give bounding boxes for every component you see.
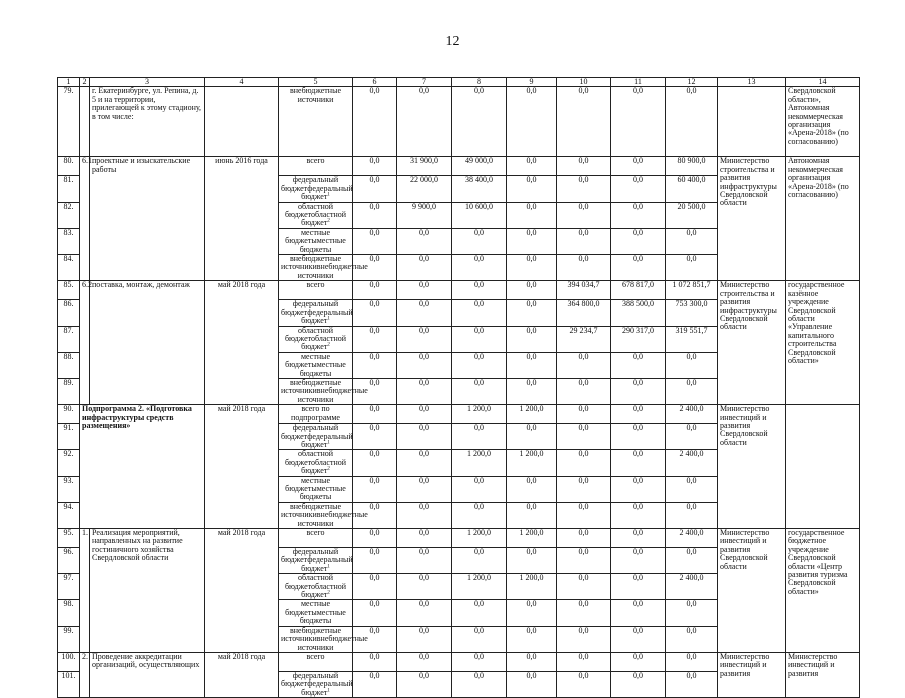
responsible-body: Министерство строительства и развития инфраструктуры Свердловской области bbox=[718, 281, 786, 405]
footnote-marker: 1 bbox=[327, 688, 330, 694]
amount-cell: 0,0 bbox=[666, 352, 718, 378]
amount-cell: 1 200,0 bbox=[452, 529, 507, 548]
funding-source: внебюджетные источникивнебюджетные источники bbox=[279, 502, 353, 528]
funding-source: областной бюджетобластной бюджет$^2$ bbox=[279, 202, 353, 228]
deadline: май 2018 года bbox=[205, 529, 279, 653]
item-name: поставка, монтаж, демонтаж bbox=[90, 281, 205, 405]
amount-cell: 9 900,0 bbox=[397, 202, 452, 228]
amount-cell: 678 817,0 bbox=[611, 281, 666, 300]
header-cell: 12 bbox=[666, 78, 718, 87]
item-name: Реализация мероприятий, направленных на развитие гостиничного хозяйства Свердловской области bbox=[90, 529, 205, 653]
header-cell: 9 bbox=[507, 78, 557, 87]
footnote-marker: 2 bbox=[327, 466, 330, 472]
amount-cell: 0,0 bbox=[353, 652, 397, 671]
amount-cell: 0,0 bbox=[557, 378, 611, 404]
funding-source-label: внебюджетные источники bbox=[297, 262, 368, 280]
amount-cell: 49 000,0 bbox=[452, 157, 507, 176]
responsible-body: Министерство инвестиций и развития Свердловской области bbox=[718, 405, 786, 529]
amount-cell: 0,0 bbox=[397, 476, 452, 502]
funding-source: федеральный бюджетфедеральный бюджет$^1$ bbox=[279, 671, 353, 697]
amount-cell: 0,0 bbox=[452, 326, 507, 352]
amount-cell: 0,0 bbox=[557, 476, 611, 502]
amount-cell: 0,0 bbox=[353, 476, 397, 502]
amount-cell: 0,0 bbox=[397, 574, 452, 600]
table-row bbox=[58, 405, 860, 424]
amount-cell: 0,0 bbox=[666, 548, 718, 574]
amount-cell: 0,0 bbox=[666, 652, 718, 671]
amount-cell: 10 600,0 bbox=[452, 202, 507, 228]
amount-cell: 0,0 bbox=[452, 626, 507, 652]
amount-cell: 0,0 bbox=[397, 352, 452, 378]
amount-cell: 0,0 bbox=[611, 87, 666, 157]
header-cell: 6 bbox=[353, 78, 397, 87]
amount-cell: 0,0 bbox=[353, 502, 397, 528]
amount-cell: 0,0 bbox=[353, 424, 397, 450]
amount-cell: 0,0 bbox=[452, 548, 507, 574]
funding-source: всего bbox=[279, 157, 353, 176]
amount-cell: 0,0 bbox=[397, 228, 452, 254]
amount-cell: 0,0 bbox=[507, 502, 557, 528]
amount-cell: 1 200,0 bbox=[507, 529, 557, 548]
header-cell: 5 bbox=[279, 78, 353, 87]
executor: государственное бюджетное учреждение Свердловской области «Центр развития туризма Свердловской области» bbox=[786, 529, 860, 653]
deadline: май 2018 года bbox=[205, 281, 279, 405]
table-row bbox=[58, 157, 860, 176]
amount-cell: 0,0 bbox=[507, 157, 557, 176]
deadline: июнь 2016 года bbox=[205, 157, 279, 281]
funding-source: всего bbox=[279, 529, 353, 548]
amount-cell: 60 400,0 bbox=[666, 176, 718, 202]
funding-source: федеральный бюджетфедеральный бюджет$^1$ bbox=[279, 176, 353, 202]
amount-cell: 31 900,0 bbox=[397, 157, 452, 176]
funding-source: местные бюджетыместные бюджеты bbox=[279, 600, 353, 626]
amount-cell: 0,0 bbox=[397, 255, 452, 281]
footnote-marker: 1 bbox=[327, 192, 330, 198]
item-subnumber: 6.1. bbox=[80, 157, 90, 281]
amount-cell: 0,0 bbox=[611, 600, 666, 626]
amount-cell: 1 200,0 bbox=[507, 450, 557, 476]
footnote-marker: 2 bbox=[327, 218, 330, 224]
footnote-marker: 2 bbox=[327, 590, 330, 596]
amount-cell: 0,0 bbox=[397, 281, 452, 300]
item-subnumber: 6.2. bbox=[80, 281, 90, 405]
amount-cell: 0,0 bbox=[353, 405, 397, 424]
amount-cell: 0,0 bbox=[557, 652, 611, 671]
responsible-body bbox=[718, 87, 786, 157]
amount-cell: 0,0 bbox=[507, 600, 557, 626]
responsible-body: Министерство строительства и развития инфраструктуры Свердловской области bbox=[718, 157, 786, 281]
amount-cell: 0,0 bbox=[507, 476, 557, 502]
row-number: 79. bbox=[58, 87, 80, 157]
funding-source: областной бюджетобластной бюджет$^2$ bbox=[279, 450, 353, 476]
amount-cell: 0,0 bbox=[666, 600, 718, 626]
header-cell: 10 bbox=[557, 78, 611, 87]
amount-cell: 0,0 bbox=[557, 626, 611, 652]
amount-cell: 0,0 bbox=[452, 424, 507, 450]
amount-cell: 0,0 bbox=[507, 255, 557, 281]
funding-source: внебюджетные источникивнебюджетные источники bbox=[279, 378, 353, 404]
funding-source-label: местные бюджеты bbox=[299, 607, 346, 626]
amount-cell: 1 200,0 bbox=[507, 405, 557, 424]
amount-cell: 0,0 bbox=[611, 626, 666, 652]
amount-cell: 0,0 bbox=[353, 450, 397, 476]
deadline: май 2018 года bbox=[205, 405, 279, 529]
funding-source-label: местные бюджеты bbox=[299, 484, 346, 502]
row-number: 85. bbox=[58, 281, 80, 300]
amount-cell: 29 234,7 bbox=[557, 326, 611, 352]
row-number: 91. bbox=[58, 424, 80, 450]
amount-cell: 2 400,0 bbox=[666, 574, 718, 600]
header-cell: 7 bbox=[397, 78, 452, 87]
amount-cell: 394 034,7 bbox=[557, 281, 611, 300]
amount-cell: 0,0 bbox=[397, 529, 452, 548]
table-row bbox=[58, 529, 860, 548]
amount-cell: 0,0 bbox=[557, 157, 611, 176]
row-number: 97. bbox=[58, 574, 80, 600]
amount-cell: 0,0 bbox=[397, 87, 452, 157]
amount-cell: 0,0 bbox=[397, 652, 452, 671]
amount-cell: 0,0 bbox=[397, 548, 452, 574]
amount-cell: 0,0 bbox=[397, 626, 452, 652]
amount-cell: 0,0 bbox=[397, 450, 452, 476]
amount-cell: 0,0 bbox=[557, 202, 611, 228]
amount-cell: 2 400,0 bbox=[666, 450, 718, 476]
row-number: 84. bbox=[58, 255, 80, 281]
amount-cell: 0,0 bbox=[353, 281, 397, 300]
amount-cell: 0,0 bbox=[557, 176, 611, 202]
row-number: 82. bbox=[58, 202, 80, 228]
header-cell: 1 bbox=[58, 78, 80, 87]
footnote-marker: 1 bbox=[327, 564, 330, 570]
item-subnumber: 2. bbox=[80, 652, 90, 697]
amount-cell: 0,0 bbox=[611, 450, 666, 476]
amount-cell: 0,0 bbox=[353, 202, 397, 228]
amount-cell: 0,0 bbox=[666, 476, 718, 502]
funding-source-label: федеральный бюджет bbox=[301, 555, 353, 573]
amount-cell: 0,0 bbox=[557, 255, 611, 281]
row-number: 81. bbox=[58, 176, 80, 202]
amount-cell: 0,0 bbox=[507, 87, 557, 157]
amount-cell: 1 200,0 bbox=[452, 574, 507, 600]
amount-cell: 0,0 bbox=[611, 652, 666, 671]
funding-source: внебюджетные источникивнебюджетные источники bbox=[279, 255, 353, 281]
amount-cell: 0,0 bbox=[557, 405, 611, 424]
row-number: 88. bbox=[58, 352, 80, 378]
funding-source: всего bbox=[279, 281, 353, 300]
header-cell: 4 bbox=[205, 78, 279, 87]
amount-cell: 1 072 851,7 bbox=[666, 281, 718, 300]
amount-cell: 0,0 bbox=[452, 378, 507, 404]
amount-cell: 0,0 bbox=[557, 502, 611, 528]
amount-cell: 0,0 bbox=[557, 424, 611, 450]
amount-cell: 0,0 bbox=[397, 300, 452, 326]
amount-cell: 0,0 bbox=[353, 326, 397, 352]
amount-cell: 0,0 bbox=[397, 424, 452, 450]
amount-cell: 0,0 bbox=[557, 228, 611, 254]
funding-source: местные бюджетыместные бюджеты bbox=[279, 476, 353, 502]
amount-cell: 0,0 bbox=[353, 600, 397, 626]
amount-cell: 0,0 bbox=[507, 281, 557, 300]
funding-source-label: федеральный бюджет bbox=[301, 679, 353, 697]
amount-cell: 0,0 bbox=[611, 176, 666, 202]
amount-cell: 0,0 bbox=[611, 548, 666, 574]
funding-source: федеральный бюджетфедеральный бюджет$^1$ bbox=[279, 300, 353, 326]
item-name: Проведение аккредитации организаций, осуществляющих bbox=[90, 652, 205, 697]
amount-cell: 0,0 bbox=[452, 228, 507, 254]
row-number: 93. bbox=[58, 476, 80, 502]
amount-cell: 290 317,0 bbox=[611, 326, 666, 352]
funding-source-label: внебюджетные источники bbox=[297, 386, 368, 404]
amount-cell: 0,0 bbox=[557, 548, 611, 574]
amount-cell: 0,0 bbox=[507, 671, 557, 697]
amount-cell: 0,0 bbox=[666, 502, 718, 528]
amount-cell: 0,0 bbox=[507, 300, 557, 326]
funding-source-label: областной бюджет bbox=[301, 581, 347, 600]
executor: Свердловской области», Автономная некоммерческая организация «Арена-2018» (по согласованию) bbox=[786, 87, 860, 157]
item-subnumber: 1. bbox=[80, 529, 90, 653]
amount-cell: 0,0 bbox=[611, 476, 666, 502]
executor: государственное казённое учреждение Свердловской области «Управление капитального строительства Свердловской области» bbox=[786, 281, 860, 405]
funding-source-label: внебюджетные источники bbox=[297, 634, 368, 652]
funding-source: местные бюджетыместные бюджеты bbox=[279, 228, 353, 254]
footnote-marker: 1 bbox=[327, 440, 330, 446]
amount-cell: 0,0 bbox=[666, 424, 718, 450]
amount-cell: 0,0 bbox=[611, 529, 666, 548]
amount-cell: 0,0 bbox=[507, 176, 557, 202]
row-number: 99. bbox=[58, 626, 80, 652]
amount-cell: 0,0 bbox=[507, 424, 557, 450]
amount-cell: 0,0 bbox=[353, 574, 397, 600]
funding-source-label: федеральный бюджет bbox=[301, 307, 353, 326]
amount-cell: 0,0 bbox=[557, 87, 611, 157]
amount-cell: 0,0 bbox=[353, 87, 397, 157]
amount-cell: 0,0 bbox=[397, 600, 452, 626]
row-number: 98. bbox=[58, 600, 80, 626]
header-cell: 3 bbox=[90, 78, 205, 87]
amount-cell: 0,0 bbox=[611, 671, 666, 697]
amount-cell: 0,0 bbox=[507, 378, 557, 404]
amount-cell: 319 551,7 bbox=[666, 326, 718, 352]
amount-cell: 0,0 bbox=[507, 326, 557, 352]
row-number: 101. bbox=[58, 671, 80, 697]
amount-cell: 0,0 bbox=[397, 502, 452, 528]
amount-cell: 20 500,0 bbox=[666, 202, 718, 228]
row-number: 94. bbox=[58, 502, 80, 528]
amount-cell: 0,0 bbox=[507, 626, 557, 652]
responsible-body: Министерство инвестиций и развития bbox=[718, 652, 786, 697]
row-number: 83. bbox=[58, 228, 80, 254]
funding-source-label: областной бюджет bbox=[301, 210, 347, 228]
amount-cell: 0,0 bbox=[611, 502, 666, 528]
funding-source-label: областной бюджет bbox=[301, 457, 347, 476]
amount-cell: 0,0 bbox=[353, 157, 397, 176]
row-number: 100. bbox=[58, 652, 80, 671]
amount-cell: 0,0 bbox=[353, 255, 397, 281]
item-subnumber bbox=[80, 87, 90, 157]
amount-cell: 0,0 bbox=[507, 652, 557, 671]
amount-cell: 0,0 bbox=[666, 87, 718, 157]
row-number: 96. bbox=[58, 548, 80, 574]
amount-cell: 38 400,0 bbox=[452, 176, 507, 202]
amount-cell: 0,0 bbox=[507, 202, 557, 228]
amount-cell: 0,0 bbox=[611, 405, 666, 424]
table-row bbox=[58, 652, 860, 671]
row-number: 95. bbox=[58, 529, 80, 548]
executor: Министерство инвестиций и развития bbox=[786, 652, 860, 697]
amount-cell: 1 200,0 bbox=[452, 450, 507, 476]
funding-source: областной бюджетобластной бюджет$^2$ bbox=[279, 326, 353, 352]
amount-cell: 0,0 bbox=[507, 352, 557, 378]
page-number: 12 bbox=[445, 34, 460, 49]
header-cell: 11 bbox=[611, 78, 666, 87]
amount-cell: 0,0 bbox=[611, 202, 666, 228]
amount-cell: 0,0 bbox=[353, 176, 397, 202]
table-row bbox=[58, 281, 860, 300]
row-number: 80. bbox=[58, 157, 80, 176]
amount-cell: 0,0 bbox=[557, 450, 611, 476]
amount-cell: 0,0 bbox=[557, 671, 611, 697]
amount-cell: 0,0 bbox=[452, 600, 507, 626]
table-row bbox=[58, 87, 860, 157]
amount-cell: 0,0 bbox=[452, 87, 507, 157]
row-number: 89. bbox=[58, 378, 80, 404]
funding-source: всего bbox=[279, 652, 353, 671]
amount-cell: 1 200,0 bbox=[507, 574, 557, 600]
executor bbox=[786, 405, 860, 529]
row-number: 86. bbox=[58, 300, 80, 326]
amount-cell: 0,0 bbox=[557, 529, 611, 548]
funding-source-label: областной бюджет bbox=[301, 333, 347, 352]
header-cell: 8 bbox=[452, 78, 507, 87]
responsible-body: Министерство инвестиций и развития Свердловской области bbox=[718, 529, 786, 653]
header-cell: 2 bbox=[80, 78, 90, 87]
amount-cell: 0,0 bbox=[452, 352, 507, 378]
row-number: 92. bbox=[58, 450, 80, 476]
funding-source-label: внебюджетные источники bbox=[297, 510, 368, 528]
amount-cell: 0,0 bbox=[666, 255, 718, 281]
item-name: г. Екатеринбурге, ул. Репина, д. 5 и на территории, прилегающей к этому стадиону, в том числе: bbox=[90, 87, 205, 157]
amount-cell: 1 200,0 bbox=[452, 405, 507, 424]
header-cell: 14 bbox=[786, 78, 860, 87]
amount-cell: 0,0 bbox=[557, 352, 611, 378]
amount-cell: 0,0 bbox=[611, 157, 666, 176]
header-cell: 13 bbox=[718, 78, 786, 87]
amount-cell: 0,0 bbox=[507, 548, 557, 574]
deadline bbox=[205, 87, 279, 157]
amount-cell: 80 900,0 bbox=[666, 157, 718, 176]
row-number: 90. bbox=[58, 405, 80, 424]
amount-cell: 0,0 bbox=[666, 626, 718, 652]
amount-cell: 364 800,0 bbox=[557, 300, 611, 326]
amount-cell: 0,0 bbox=[353, 548, 397, 574]
funding-source: местные бюджетыместные бюджеты bbox=[279, 352, 353, 378]
deadline: май 2018 года bbox=[205, 652, 279, 697]
amount-cell: 0,0 bbox=[452, 476, 507, 502]
amount-cell: 0,0 bbox=[507, 228, 557, 254]
item-name: Подпрограмма 2. «Подготовка инфраструктуры средств размещения» bbox=[80, 405, 205, 529]
amount-cell: 22 000,0 bbox=[397, 176, 452, 202]
funding-source: областной бюджетобластной бюджет$^2$ bbox=[279, 574, 353, 600]
amount-cell: 0,0 bbox=[611, 424, 666, 450]
budget-table bbox=[57, 77, 860, 698]
amount-cell: 0,0 bbox=[452, 281, 507, 300]
executor: Автономная некоммерческая организация «Арена-2018» (по согласованию) bbox=[786, 157, 860, 281]
funding-source: внебюджетные источники bbox=[279, 87, 353, 157]
amount-cell: 0,0 bbox=[452, 300, 507, 326]
amount-cell: 0,0 bbox=[397, 405, 452, 424]
funding-source: федеральный бюджетфедеральный бюджет$^1$ bbox=[279, 424, 353, 450]
funding-source-label: местные бюджеты bbox=[299, 360, 346, 378]
amount-cell: 0,0 bbox=[353, 529, 397, 548]
amount-cell: 0,0 bbox=[397, 671, 452, 697]
amount-cell: 0,0 bbox=[353, 228, 397, 254]
funding-source: внебюджетные источникивнебюджетные источники bbox=[279, 626, 353, 652]
row-number: 87. bbox=[58, 326, 80, 352]
amount-cell: 753 300,0 bbox=[666, 300, 718, 326]
amount-cell: 0,0 bbox=[452, 255, 507, 281]
amount-cell: 0,0 bbox=[353, 671, 397, 697]
item-name: проектные и изыскательские работы bbox=[90, 157, 205, 281]
amount-cell: 0,0 bbox=[557, 600, 611, 626]
amount-cell: 0,0 bbox=[353, 626, 397, 652]
funding-source-label: федеральный бюджет bbox=[301, 431, 353, 449]
amount-cell: 0,0 bbox=[353, 378, 397, 404]
amount-cell: 0,0 bbox=[611, 255, 666, 281]
amount-cell: 2 400,0 bbox=[666, 529, 718, 548]
amount-cell: 0,0 bbox=[353, 300, 397, 326]
amount-cell: 0,0 bbox=[666, 228, 718, 254]
amount-cell: 2 400,0 bbox=[666, 405, 718, 424]
amount-cell: 0,0 bbox=[611, 574, 666, 600]
amount-cell: 0,0 bbox=[397, 378, 452, 404]
amount-cell: 0,0 bbox=[611, 378, 666, 404]
amount-cell: 0,0 bbox=[611, 228, 666, 254]
amount-cell: 0,0 bbox=[353, 352, 397, 378]
funding-source: федеральный бюджетфедеральный бюджет$^1$ bbox=[279, 548, 353, 574]
footnote-marker: 1 bbox=[327, 316, 330, 322]
funding-source-label: федеральный бюджет bbox=[301, 183, 353, 202]
amount-cell: 0,0 bbox=[666, 671, 718, 697]
amount-cell: 0,0 bbox=[452, 502, 507, 528]
amount-cell: 0,0 bbox=[397, 326, 452, 352]
amount-cell: 0,0 bbox=[611, 352, 666, 378]
amount-cell: 388 500,0 bbox=[611, 300, 666, 326]
footnote-marker: 2 bbox=[327, 342, 330, 348]
amount-cell: 0,0 bbox=[557, 574, 611, 600]
amount-cell: 0,0 bbox=[666, 378, 718, 404]
amount-cell: 0,0 bbox=[452, 652, 507, 671]
funding-source: всего по подпрограмме bbox=[279, 405, 353, 424]
amount-cell: 0,0 bbox=[452, 671, 507, 697]
funding-source-label: местные бюджеты bbox=[299, 236, 346, 254]
